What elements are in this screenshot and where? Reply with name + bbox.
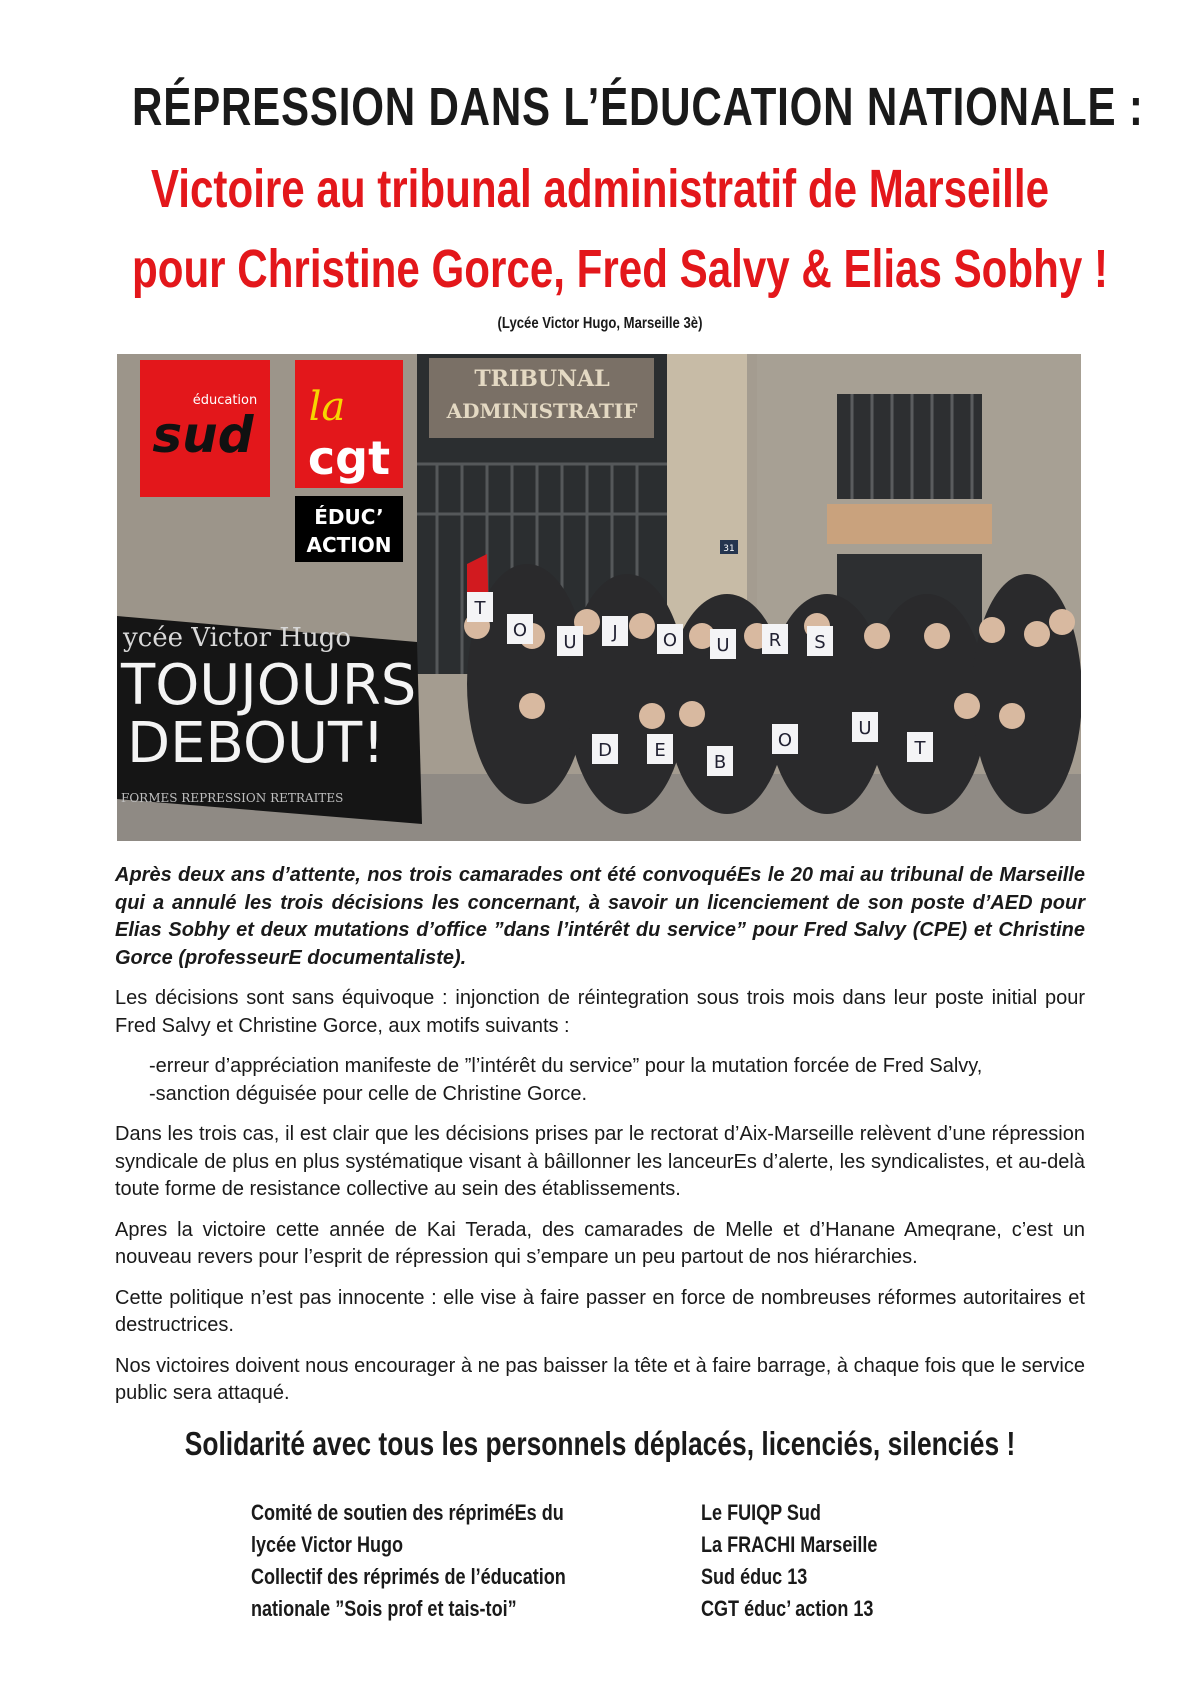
card-letter: B <box>713 752 727 773</box>
card-letter: E <box>654 740 666 761</box>
signatory-line: Comité de soutien des répriméEs du <box>251 1500 564 1525</box>
card-letter: U <box>563 632 577 653</box>
paragraph-decisions: Les décisions sont sans équivoque : injonction de réintegration sous trois mois dans leur poste initial pour Fred Salvy et Christine Gorce, aux motifs suivants : <box>115 987 1085 1037</box>
banner-top-text: ycée Victor Hugo <box>123 623 351 653</box>
sign-line-2: ADMINISTRATIF <box>446 399 638 423</box>
bullet-item: -erreur d’appréciation manifeste de ”l’intérêt du service” pour la mutation forcée de Fred Salvy, <box>149 1055 983 1077</box>
signatory-line: La FRACHI Marseille <box>701 1532 878 1557</box>
sud-logo-small: éducation <box>192 393 258 408</box>
card-letter: J <box>612 622 618 643</box>
page-title: RÉPRESSION DANS L’ÉDUCATION NATIONALE : <box>132 77 1144 137</box>
banner-line-2: DEBOUT! <box>127 711 385 776</box>
location-caption: (Lycée Victor Hugo, Marseille 3è) <box>497 315 703 332</box>
educ-action-line-2: ACTION <box>306 533 392 557</box>
rally-photo <box>117 354 1081 841</box>
signatory-line: nationale ”Sois prof et tais-toi” <box>251 1596 517 1621</box>
bullet-item: -sanction déguisée pour celle de Christine Gorce. <box>149 1082 588 1105</box>
signatories-right <box>701 1497 877 1625</box>
card-letter: U <box>716 635 730 656</box>
card-letter: S <box>814 632 826 653</box>
card-letter: T <box>914 738 926 759</box>
signatory-line: lycée Victor Hugo <box>251 1532 404 1557</box>
intro-paragraph: Après deux ans d’attente, nos trois camarades ont été convoquéEs le 20 mai au tribunal de Marseille qui a annulé les trois décisions les concernant, à savoir un licenciement de son poste d’AED pour Elias Sobhy et deux mutations d’office ”dans l’intérêt du service” pour Fred Salvy (CPE) et Christine Gorce (professeurE documentaliste). <box>115 864 1085 969</box>
paragraph-politics: Cette politique n’est pas innocente : elle vise à faire passer en force de nombreuses réformes autoritaires et destructrices. <box>115 1286 1085 1336</box>
cgt-logo-la: la <box>308 384 346 430</box>
solidarity-slogan: Solidarité avec tous les personnels déplacés, licenciés, silenciés ! <box>184 1425 1016 1462</box>
sign-line-1: TRIBUNAL <box>474 366 610 392</box>
card-letter: T <box>474 598 486 619</box>
subtitle-line-1: Victoire au tribunal administratif de Marseille <box>150 159 1050 219</box>
card-letter: U <box>858 718 872 739</box>
sud-logo-word: sud <box>152 406 254 464</box>
signatory-line: Sud éduc 13 <box>701 1564 808 1589</box>
subtitle-line-2: pour Christine Gorce, Fred Salvy & Elias Sobhy ! <box>132 239 1109 299</box>
card-letter: O <box>777 730 793 751</box>
signatory-line: Collectif des réprimés de l’éducation <box>251 1564 566 1589</box>
banner-bottom-text: FORMES REPRESSION RETRAITES <box>121 791 344 805</box>
cgt-logo-word: cgt <box>307 431 391 485</box>
paragraph-repression: Dans les trois cas, il est clair que les décisions prises par le rectorat d’Aix-Marseille relèvent d’une répression syndicale de plus en plus systématique visant à bâillonner les lanceurEs d’alerte, les syndicalistes, et au-delà toute forme de resistance collective au sein des établissements. <box>115 1123 1085 1200</box>
card-letter: O <box>662 630 678 651</box>
signatories-left <box>251 1497 566 1625</box>
card-letter: D <box>598 740 612 761</box>
article-body <box>115 862 1085 1421</box>
signatory-line: CGT éduc’ action 13 <box>701 1596 874 1621</box>
educ-action-line-1: ÉDUC’ <box>314 505 384 529</box>
card-letter: O <box>512 620 528 641</box>
card-letter: R <box>768 630 782 651</box>
signatory-line: Le FUIQP Sud <box>701 1500 821 1525</box>
paragraph-victory: Apres la victoire cette année de Kai Terada, des camarades de Melle et d’Hanane Ameqrane, c’est un nouveau revers pour l’esprit de répression qui s’empare un peu partout de nos hiérarchies. <box>115 1218 1085 1268</box>
banner-line-1: TOUJOURS <box>121 653 417 718</box>
door-number: 31 <box>723 544 735 554</box>
paragraph-conclusion: Nos victoires doivent nous encourager à ne pas baisser la tête et à faire barrage, à chaque fois que le service public sera attaqué. <box>115 1354 1085 1404</box>
